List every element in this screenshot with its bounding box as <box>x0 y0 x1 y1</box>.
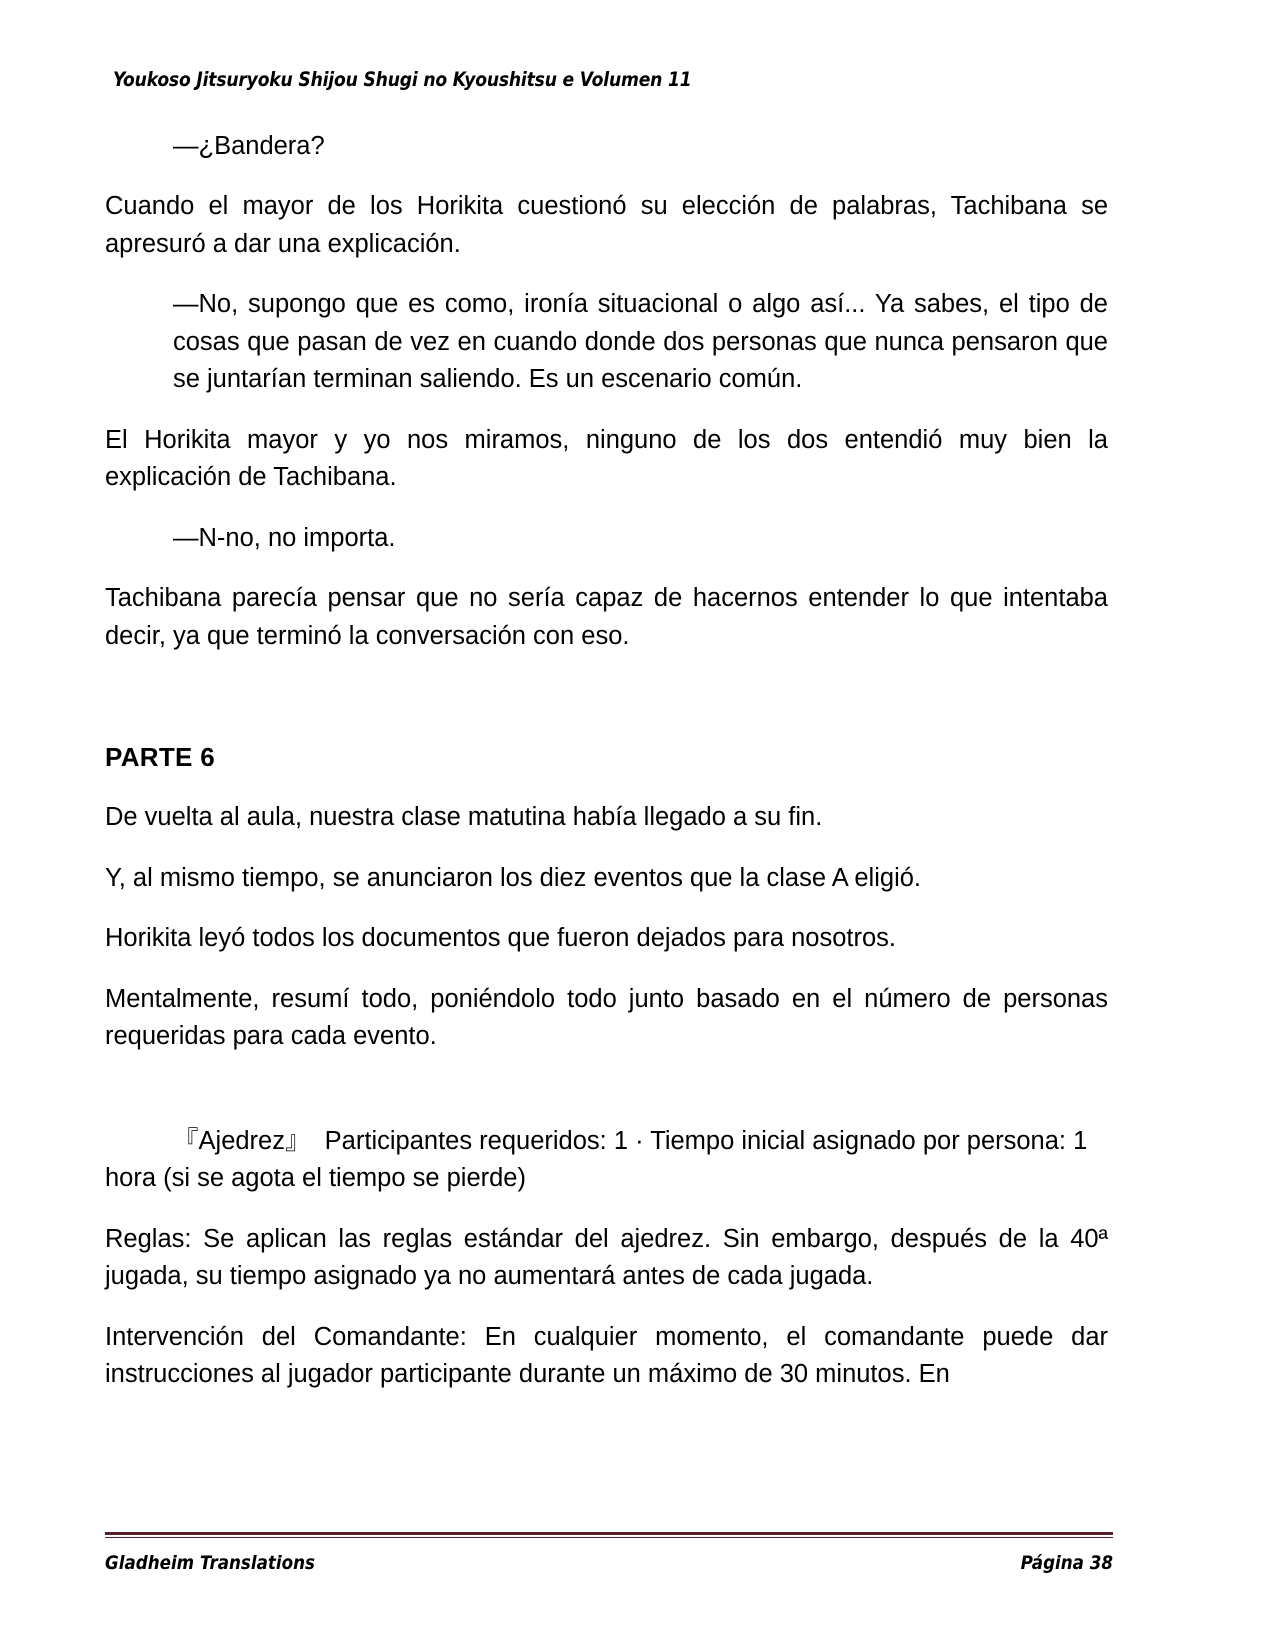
footer-row <box>105 1552 1113 1574</box>
dialogue-no-supongo: —No, supongo que es como, ironía situacional o algo así... Ya sabes, el tipo de cosas que pasan de vez en cuando donde dos personas que nunca pensaron que se juntarían terminan saliendo. Es un escenario común. <box>173 290 1108 394</box>
section-spacer <box>105 678 1108 742</box>
paragraph-tachibana-parecia: Tachibana parecía pensar que no sería capaz de hacernos entender lo que intentaba decir, ya que terminó la conversación con eso. <box>105 584 1108 650</box>
event-rules: Reglas: Se aplican las reglas estándar del ajedrez. Sin embargo, después de la 40ª jugada, su tiempo asignado ya no aumentará antes de cada jugada. <box>105 1224 1108 1291</box>
event-name: Ajedrez <box>198 1126 285 1155</box>
paragraph-mentalmente-resumi: Mentalmente, resumí todo, poniéndolo todo junto basado en el número de personas requeridas para cada evento. <box>105 984 1108 1051</box>
paragraph-cuando-el-mayor: Cuando el mayor de los Horikita cuestionó su elección de palabras, Tachibana se apresuró a dar una explicación. <box>105 192 1108 258</box>
footer-page-number: Página 38 <box>1020 1552 1113 1574</box>
part-heading: PARTE 6 <box>105 742 215 773</box>
page-footer <box>105 1532 1113 1574</box>
paragraph-al-mismo-tiempo: Y, al mismo tiempo, se anunciaron los diez eventos que la clase A eligió. <box>105 863 921 892</box>
footer-rule-thin <box>105 1537 1113 1538</box>
event-spec: Participantes requeridos: 1 · Tiempo inicial asignado por persona: 1 hora (si se agota el tiempo se pierde) <box>105 1126 1088 1193</box>
page-body <box>105 128 1108 1417</box>
event-commander-intervention: Intervención del Comandante: En cualquier momento, el comandante puede dar instrucciones al jugador participante durante un máximo de 30 minutos. En <box>105 1322 1108 1389</box>
footer-credit: Gladheim Translations <box>105 1552 315 1574</box>
paragraph-de-vuelta-al-aula: De vuelta al aula, nuestra clase matutina había llegado a su fin. <box>105 803 823 832</box>
paragraph-horikita-mayor: El Horikita mayor y yo nos miramos, ninguno de los dos entendió muy bien la explicación de Tachibana. <box>105 425 1108 492</box>
footer-rule-thick <box>105 1532 1113 1535</box>
event-title-and-spec <box>105 1123 1108 1198</box>
running-header <box>113 68 1162 91</box>
bracket-close: 』 <box>284 1125 311 1156</box>
dialogue-bandera: —¿Bandera? <box>173 132 325 160</box>
paragraph-horikita-leyo: Horikita leyó todos los documentos que fueron dejados para nosotros. <box>105 924 896 953</box>
bracket-open: 『 <box>173 1125 199 1156</box>
event-block-spacer <box>105 1079 1108 1123</box>
header-title: Youkoso Jitsuryoku Shijou Shugi no Kyoushitsu e Volumen 11 <box>113 68 692 91</box>
dialogue-n-no: —N-no, no importa. <box>173 523 396 552</box>
